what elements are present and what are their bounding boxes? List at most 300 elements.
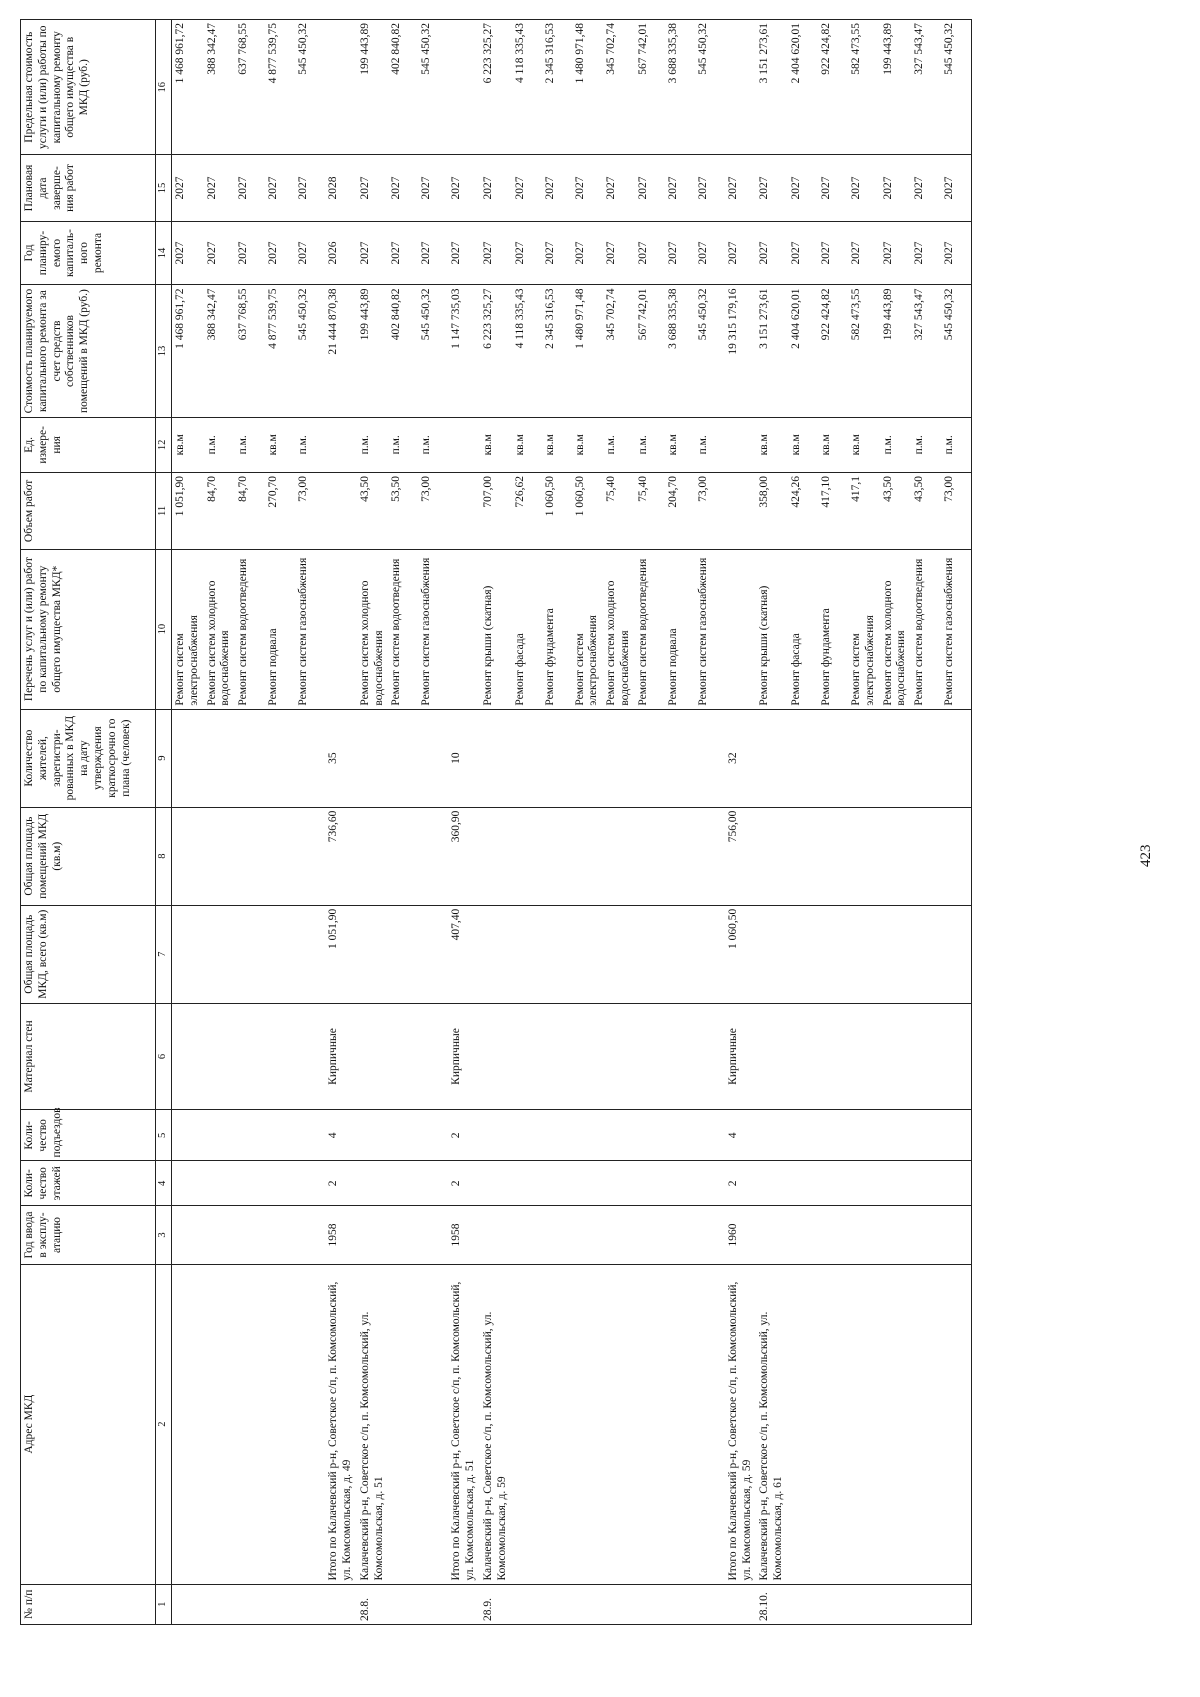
- table-row: [172, 20, 204, 1625]
- cell-wall-material: Кирпичные: [325, 1003, 357, 1110]
- cell-cost: 199 443,89: [357, 285, 389, 417]
- cell-wall-material: [788, 1003, 818, 1110]
- cell-cost: 1 468 961,72: [172, 285, 204, 417]
- cell-volume: 75,40: [635, 473, 665, 550]
- cell-work-type: Ремонт систем холодного водоснабжения: [357, 549, 389, 709]
- cell-plan-year: 2027: [635, 221, 665, 285]
- cell-end-year: 2027: [172, 155, 204, 221]
- cell-entrances: [357, 1110, 389, 1161]
- cell-floors: [788, 1161, 818, 1206]
- cell-residents: 10: [448, 709, 480, 807]
- cell-work-type: Ремонт подвала: [265, 549, 295, 709]
- cell-residents: [418, 709, 448, 807]
- cell-unit: п.м.: [635, 417, 665, 472]
- cell-residents: [848, 709, 880, 807]
- cell-residents: [695, 709, 725, 807]
- cell-limit-cost: 582 473,55: [848, 20, 880, 155]
- cell-work-type: [725, 549, 757, 709]
- cell-address: [172, 1264, 204, 1584]
- table-row: [848, 20, 880, 1625]
- cell-residents: [818, 709, 848, 807]
- cell-entrances: [512, 1110, 542, 1161]
- cell-year-built: [357, 1206, 389, 1265]
- cell-end-year: 2027: [911, 155, 941, 221]
- col-number: 3: [156, 1206, 172, 1265]
- col-number: 7: [156, 905, 172, 1003]
- cell-number: [235, 1584, 265, 1624]
- cell-unit: п.м.: [418, 417, 448, 472]
- cell-work-type: Ремонт систем электроснабжения: [848, 549, 880, 709]
- cell-address: Калачевский р-н, Советское с/п, п. Комсомольский, ул. Комсомольская, д. 59: [480, 1264, 512, 1584]
- cell-cost: 545 450,32: [418, 285, 448, 417]
- cell-area-total: [480, 905, 512, 1003]
- cell-plan-year: 2027: [848, 221, 880, 285]
- cell-area-rooms: 360,90: [448, 807, 480, 905]
- cell-year-built: [204, 1206, 236, 1265]
- cell-end-year: 2027: [235, 155, 265, 221]
- cell-work-type: Ремонт систем холодного водоснабжения: [603, 549, 635, 709]
- cell-area-total: [572, 905, 604, 1003]
- cell-work-type: Ремонт систем водоотведения: [635, 549, 665, 709]
- cell-entrances: [418, 1110, 448, 1161]
- cell-end-year: 2027: [941, 155, 972, 221]
- cell-year-built: [172, 1206, 204, 1265]
- cell-area-rooms: [788, 807, 818, 905]
- cell-floors: 2: [448, 1161, 480, 1206]
- cell-entrances: [572, 1110, 604, 1161]
- cell-area-total: [295, 905, 325, 1003]
- cell-limit-cost: [325, 20, 357, 155]
- cell-cost: 4 118 335,43: [512, 285, 542, 417]
- cell-volume: 417,10: [818, 473, 848, 550]
- cell-limit-cost: 199 443,89: [880, 20, 912, 155]
- cell-year-built: [848, 1206, 880, 1265]
- cell-address: [911, 1264, 941, 1584]
- cell-work-type: Ремонт крыши (скатная): [756, 549, 788, 709]
- table-row: [941, 20, 972, 1625]
- col-header: Объем работ: [21, 473, 156, 550]
- table-row: [448, 20, 480, 1625]
- cell-floors: [848, 1161, 880, 1206]
- cell-plan-year: 2026: [325, 221, 357, 285]
- cell-floors: [204, 1161, 236, 1206]
- table-row: [418, 20, 448, 1625]
- cell-cost: 402 840,82: [388, 285, 418, 417]
- cell-entrances: [695, 1110, 725, 1161]
- cell-cost: 327 543,47: [911, 285, 941, 417]
- col-number: 11: [156, 473, 172, 550]
- cell-unit: кв.м: [480, 417, 512, 472]
- table-row: [695, 20, 725, 1625]
- cell-plan-year: 2027: [665, 221, 695, 285]
- cell-plan-year: 2027: [725, 221, 757, 285]
- cell-volume: 43,50: [357, 473, 389, 550]
- cell-work-type: Ремонт подвала: [665, 549, 695, 709]
- cell-floors: [480, 1161, 512, 1206]
- cell-wall-material: [295, 1003, 325, 1110]
- cell-area-total: [418, 905, 448, 1003]
- cell-area-rooms: [265, 807, 295, 905]
- cell-year-built: [295, 1206, 325, 1265]
- cell-address: [603, 1264, 635, 1584]
- cell-end-year: 2027: [603, 155, 635, 221]
- cell-number: [635, 1584, 665, 1624]
- cell-area-total: [357, 905, 389, 1003]
- cell-area-rooms: [756, 807, 788, 905]
- cell-residents: [388, 709, 418, 807]
- cell-year-built: 1958: [325, 1206, 357, 1265]
- cell-number: [388, 1584, 418, 1624]
- cell-entrances: [480, 1110, 512, 1161]
- col-header: Общая площадь МКД, всего (кв.м): [21, 905, 156, 1003]
- cell-work-type: Ремонт крыши (скатная): [480, 549, 512, 709]
- cell-cost: 567 742,01: [635, 285, 665, 417]
- cell-number: [603, 1584, 635, 1624]
- cell-plan-year: 2027: [542, 221, 572, 285]
- cell-number: [848, 1584, 880, 1624]
- cell-address: [818, 1264, 848, 1584]
- cell-entrances: 4: [325, 1110, 357, 1161]
- cell-work-type: [448, 549, 480, 709]
- cell-floors: [695, 1161, 725, 1206]
- cell-limit-cost: 4 877 539,75: [265, 20, 295, 155]
- col-number: 5: [156, 1110, 172, 1161]
- cell-cost: 4 877 539,75: [265, 285, 295, 417]
- cell-cost: 388 342,47: [204, 285, 236, 417]
- cell-wall-material: [756, 1003, 788, 1110]
- cell-end-year: 2027: [665, 155, 695, 221]
- cell-work-type: Ремонт систем холодного водоснабжения: [204, 549, 236, 709]
- cell-limit-cost: 388 342,47: [204, 20, 236, 155]
- cell-floors: [635, 1161, 665, 1206]
- col-header: Ед. измере-ния: [21, 417, 156, 472]
- cell-limit-cost: 2 404 620,01: [788, 20, 818, 155]
- cell-entrances: [204, 1110, 236, 1161]
- cell-cost: 2 345 316,53: [542, 285, 572, 417]
- cell-cost: 545 450,32: [295, 285, 325, 417]
- cell-wall-material: Кирпичные: [725, 1003, 757, 1110]
- cell-volume: 73,00: [941, 473, 972, 550]
- cell-unit: [325, 417, 357, 472]
- cell-wall-material: [818, 1003, 848, 1110]
- cell-entrances: [848, 1110, 880, 1161]
- cell-area-rooms: [572, 807, 604, 905]
- cell-year-built: [603, 1206, 635, 1265]
- cell-end-year: 2027: [725, 155, 757, 221]
- cell-work-type: Ремонт систем газоснабжения: [695, 549, 725, 709]
- cell-year-built: [542, 1206, 572, 1265]
- cell-plan-year: 2027: [480, 221, 512, 285]
- col-number: 6: [156, 1003, 172, 1110]
- cell-number: [941, 1584, 972, 1624]
- cell-entrances: [235, 1110, 265, 1161]
- cell-cost: 922 424,82: [818, 285, 848, 417]
- cell-year-built: [818, 1206, 848, 1265]
- cell-floors: [572, 1161, 604, 1206]
- cell-floors: [172, 1161, 204, 1206]
- cell-volume: 73,00: [695, 473, 725, 550]
- cell-residents: [603, 709, 635, 807]
- cell-number: 28.10.: [756, 1584, 788, 1624]
- cell-limit-cost: 545 450,32: [418, 20, 448, 155]
- cell-residents: [635, 709, 665, 807]
- cell-area-total: [665, 905, 695, 1003]
- table-row: [480, 20, 512, 1625]
- cell-residents: [880, 709, 912, 807]
- cell-wall-material: [665, 1003, 695, 1110]
- cell-entrances: [603, 1110, 635, 1161]
- table-row: [204, 20, 236, 1625]
- table-row: [512, 20, 542, 1625]
- cell-area-rooms: [295, 807, 325, 905]
- cell-address: [848, 1264, 880, 1584]
- cell-unit: п.м.: [295, 417, 325, 472]
- cell-area-total: [542, 905, 572, 1003]
- cell-area-total: [756, 905, 788, 1003]
- cell-address: [665, 1264, 695, 1584]
- cell-limit-cost: 4 118 335,43: [512, 20, 542, 155]
- col-header: Год планиру-емого капиталь-ного ремонта: [21, 221, 156, 285]
- cell-limit-cost: 1 480 971,48: [572, 20, 604, 155]
- cell-end-year: 2027: [357, 155, 389, 221]
- cell-residents: [295, 709, 325, 807]
- col-number: 13: [156, 285, 172, 417]
- cell-floors: 2: [325, 1161, 357, 1206]
- cell-wall-material: [911, 1003, 941, 1110]
- cell-entrances: [665, 1110, 695, 1161]
- cell-address: [418, 1264, 448, 1584]
- cell-wall-material: [388, 1003, 418, 1110]
- cell-address: [572, 1264, 604, 1584]
- cell-entrances: [635, 1110, 665, 1161]
- cell-residents: [480, 709, 512, 807]
- cell-residents: [204, 709, 236, 807]
- cell-area-rooms: [388, 807, 418, 905]
- cell-number: [448, 1584, 480, 1624]
- col-number: 15: [156, 155, 172, 221]
- cell-end-year: 2027: [695, 155, 725, 221]
- cell-year-built: [941, 1206, 972, 1265]
- cell-floors: [542, 1161, 572, 1206]
- cell-year-built: 1958: [448, 1206, 480, 1265]
- cell-cost: 2 404 620,01: [788, 285, 818, 417]
- cell-number: [512, 1584, 542, 1624]
- cell-number: [725, 1584, 757, 1624]
- cell-area-rooms: [635, 807, 665, 905]
- col-number: 14: [156, 221, 172, 285]
- cell-volume: 84,70: [235, 473, 265, 550]
- cell-number: [265, 1584, 295, 1624]
- cell-address: [635, 1264, 665, 1584]
- cell-residents: [172, 709, 204, 807]
- cell-end-year: 2027: [418, 155, 448, 221]
- cell-cost: 637 768,55: [235, 285, 265, 417]
- cell-plan-year: 2027: [941, 221, 972, 285]
- cell-plan-year: 2027: [295, 221, 325, 285]
- col-header: № п/п: [21, 1584, 156, 1624]
- table-row: [325, 20, 357, 1625]
- cell-area-rooms: [512, 807, 542, 905]
- cell-address: [204, 1264, 236, 1584]
- cell-area-total: [941, 905, 972, 1003]
- cell-limit-cost: 545 450,32: [295, 20, 325, 155]
- cell-year-built: 1960: [725, 1206, 757, 1265]
- cell-unit: п.м.: [235, 417, 265, 472]
- cell-volume: [325, 473, 357, 550]
- cell-cost: 19 315 179,16: [725, 285, 757, 417]
- cell-number: [204, 1584, 236, 1624]
- cell-plan-year: 2027: [448, 221, 480, 285]
- cell-entrances: 4: [725, 1110, 757, 1161]
- cell-volume: [448, 473, 480, 550]
- header-row: [21, 20, 156, 1625]
- cell-volume: 73,00: [418, 473, 448, 550]
- cell-address: Итого по Калачевский р-н, Советское с/п, п. Комсомольский, ул. Комсомольская, д. 51: [448, 1264, 480, 1584]
- cell-area-total: [848, 905, 880, 1003]
- cell-area-rooms: [941, 807, 972, 905]
- cell-work-type: Ремонт систем водоотведения: [235, 549, 265, 709]
- cell-plan-year: 2027: [572, 221, 604, 285]
- cell-number: 28.9.: [480, 1584, 512, 1624]
- cell-end-year: 2027: [880, 155, 912, 221]
- cell-number: [665, 1584, 695, 1624]
- cell-residents: 32: [725, 709, 757, 807]
- table-row: [572, 20, 604, 1625]
- cell-floors: [512, 1161, 542, 1206]
- cell-limit-cost: [448, 20, 480, 155]
- cell-plan-year: 2027: [911, 221, 941, 285]
- cell-plan-year: 2027: [880, 221, 912, 285]
- cell-floors: [818, 1161, 848, 1206]
- cell-floors: [603, 1161, 635, 1206]
- cell-number: [542, 1584, 572, 1624]
- cell-year-built: [572, 1206, 604, 1265]
- table-row: [880, 20, 912, 1625]
- cell-end-year: 2027: [388, 155, 418, 221]
- cell-wall-material: [572, 1003, 604, 1110]
- cell-limit-cost: 327 543,47: [911, 20, 941, 155]
- cell-volume: 424,26: [788, 473, 818, 550]
- cell-unit: кв.м: [572, 417, 604, 472]
- cell-end-year: 2027: [480, 155, 512, 221]
- cell-wall-material: [941, 1003, 972, 1110]
- col-header: Год ввода в эксплу-атацию: [21, 1206, 156, 1265]
- table-row: [295, 20, 325, 1625]
- col-header: Материал стен: [21, 1003, 156, 1110]
- cell-area-rooms: [818, 807, 848, 905]
- cell-work-type: Ремонт систем электроснабжения: [572, 549, 604, 709]
- cell-end-year: 2028: [325, 155, 357, 221]
- cell-floors: [295, 1161, 325, 1206]
- cell-cost: 3 151 273,61: [756, 285, 788, 417]
- cell-volume: 43,50: [880, 473, 912, 550]
- cell-area-rooms: [172, 807, 204, 905]
- cell-limit-cost: 6 223 325,27: [480, 20, 512, 155]
- cell-volume: 270,70: [265, 473, 295, 550]
- cell-address: [295, 1264, 325, 1584]
- cell-volume: 204,70: [665, 473, 695, 550]
- cell-area-total: 1 051,90: [325, 905, 357, 1003]
- cell-cost: 345 702,74: [603, 285, 635, 417]
- cell-year-built: [880, 1206, 912, 1265]
- cell-floors: 2: [725, 1161, 757, 1206]
- cell-area-total: [172, 905, 204, 1003]
- table-row: [357, 20, 389, 1625]
- cell-address: [235, 1264, 265, 1584]
- cell-number: [418, 1584, 448, 1624]
- cell-area-total: [235, 905, 265, 1003]
- cell-number: [818, 1584, 848, 1624]
- cell-area-total: [388, 905, 418, 1003]
- col-number: 8: [156, 807, 172, 905]
- cell-volume: 53,50: [388, 473, 418, 550]
- cell-volume: [725, 473, 757, 550]
- cell-area-rooms: [603, 807, 635, 905]
- cell-unit: кв.м: [818, 417, 848, 472]
- cell-plan-year: 2027: [418, 221, 448, 285]
- cell-year-built: [480, 1206, 512, 1265]
- table-row: [265, 20, 295, 1625]
- cell-wall-material: Кирпичные: [448, 1003, 480, 1110]
- cell-entrances: [756, 1110, 788, 1161]
- cell-floors: [388, 1161, 418, 1206]
- cell-end-year: 2027: [848, 155, 880, 221]
- cell-area-rooms: [357, 807, 389, 905]
- cell-cost: 21 444 870,38: [325, 285, 357, 417]
- table-row: [756, 20, 788, 1625]
- cell-year-built: [388, 1206, 418, 1265]
- cell-number: [911, 1584, 941, 1624]
- cell-unit: кв.м: [756, 417, 788, 472]
- cell-unit: п.м.: [357, 417, 389, 472]
- cell-wall-material: [512, 1003, 542, 1110]
- cell-number: [325, 1584, 357, 1624]
- cell-volume: 726,62: [512, 473, 542, 550]
- cell-limit-cost: 637 768,55: [235, 20, 265, 155]
- cell-residents: [572, 709, 604, 807]
- cell-residents: [911, 709, 941, 807]
- cell-year-built: [235, 1206, 265, 1265]
- col-header: Количество жителей, зарегистри-рованных в МКД на дату утверждения краткосрочно го плана (человек): [21, 709, 156, 807]
- cell-address: [880, 1264, 912, 1584]
- cell-volume: 43,50: [911, 473, 941, 550]
- cell-entrances: [880, 1110, 912, 1161]
- cell-area-rooms: [235, 807, 265, 905]
- cell-unit: кв.м: [172, 417, 204, 472]
- cell-area-rooms: [911, 807, 941, 905]
- cell-entrances: 2: [448, 1110, 480, 1161]
- cell-floors: [418, 1161, 448, 1206]
- cell-work-type: Ремонт систем газоснабжения: [418, 549, 448, 709]
- cell-area-rooms: 736,60: [325, 807, 357, 905]
- page-number: 423: [1138, 844, 1154, 867]
- cell-end-year: 2027: [756, 155, 788, 221]
- cell-limit-cost: 3 688 335,38: [665, 20, 695, 155]
- cell-entrances: [542, 1110, 572, 1161]
- cell-plan-year: 2027: [818, 221, 848, 285]
- cell-address: [265, 1264, 295, 1584]
- table-row: [388, 20, 418, 1625]
- cell-area-rooms: [695, 807, 725, 905]
- cell-unit: кв.м: [788, 417, 818, 472]
- cell-wall-material: [357, 1003, 389, 1110]
- cell-entrances: [818, 1110, 848, 1161]
- cell-work-type: Ремонт систем газоснабжения: [941, 549, 972, 709]
- col-number: 12: [156, 417, 172, 472]
- cell-limit-cost: 345 702,74: [603, 20, 635, 155]
- capital-repair-table: [20, 19, 972, 1625]
- cell-end-year: 2027: [204, 155, 236, 221]
